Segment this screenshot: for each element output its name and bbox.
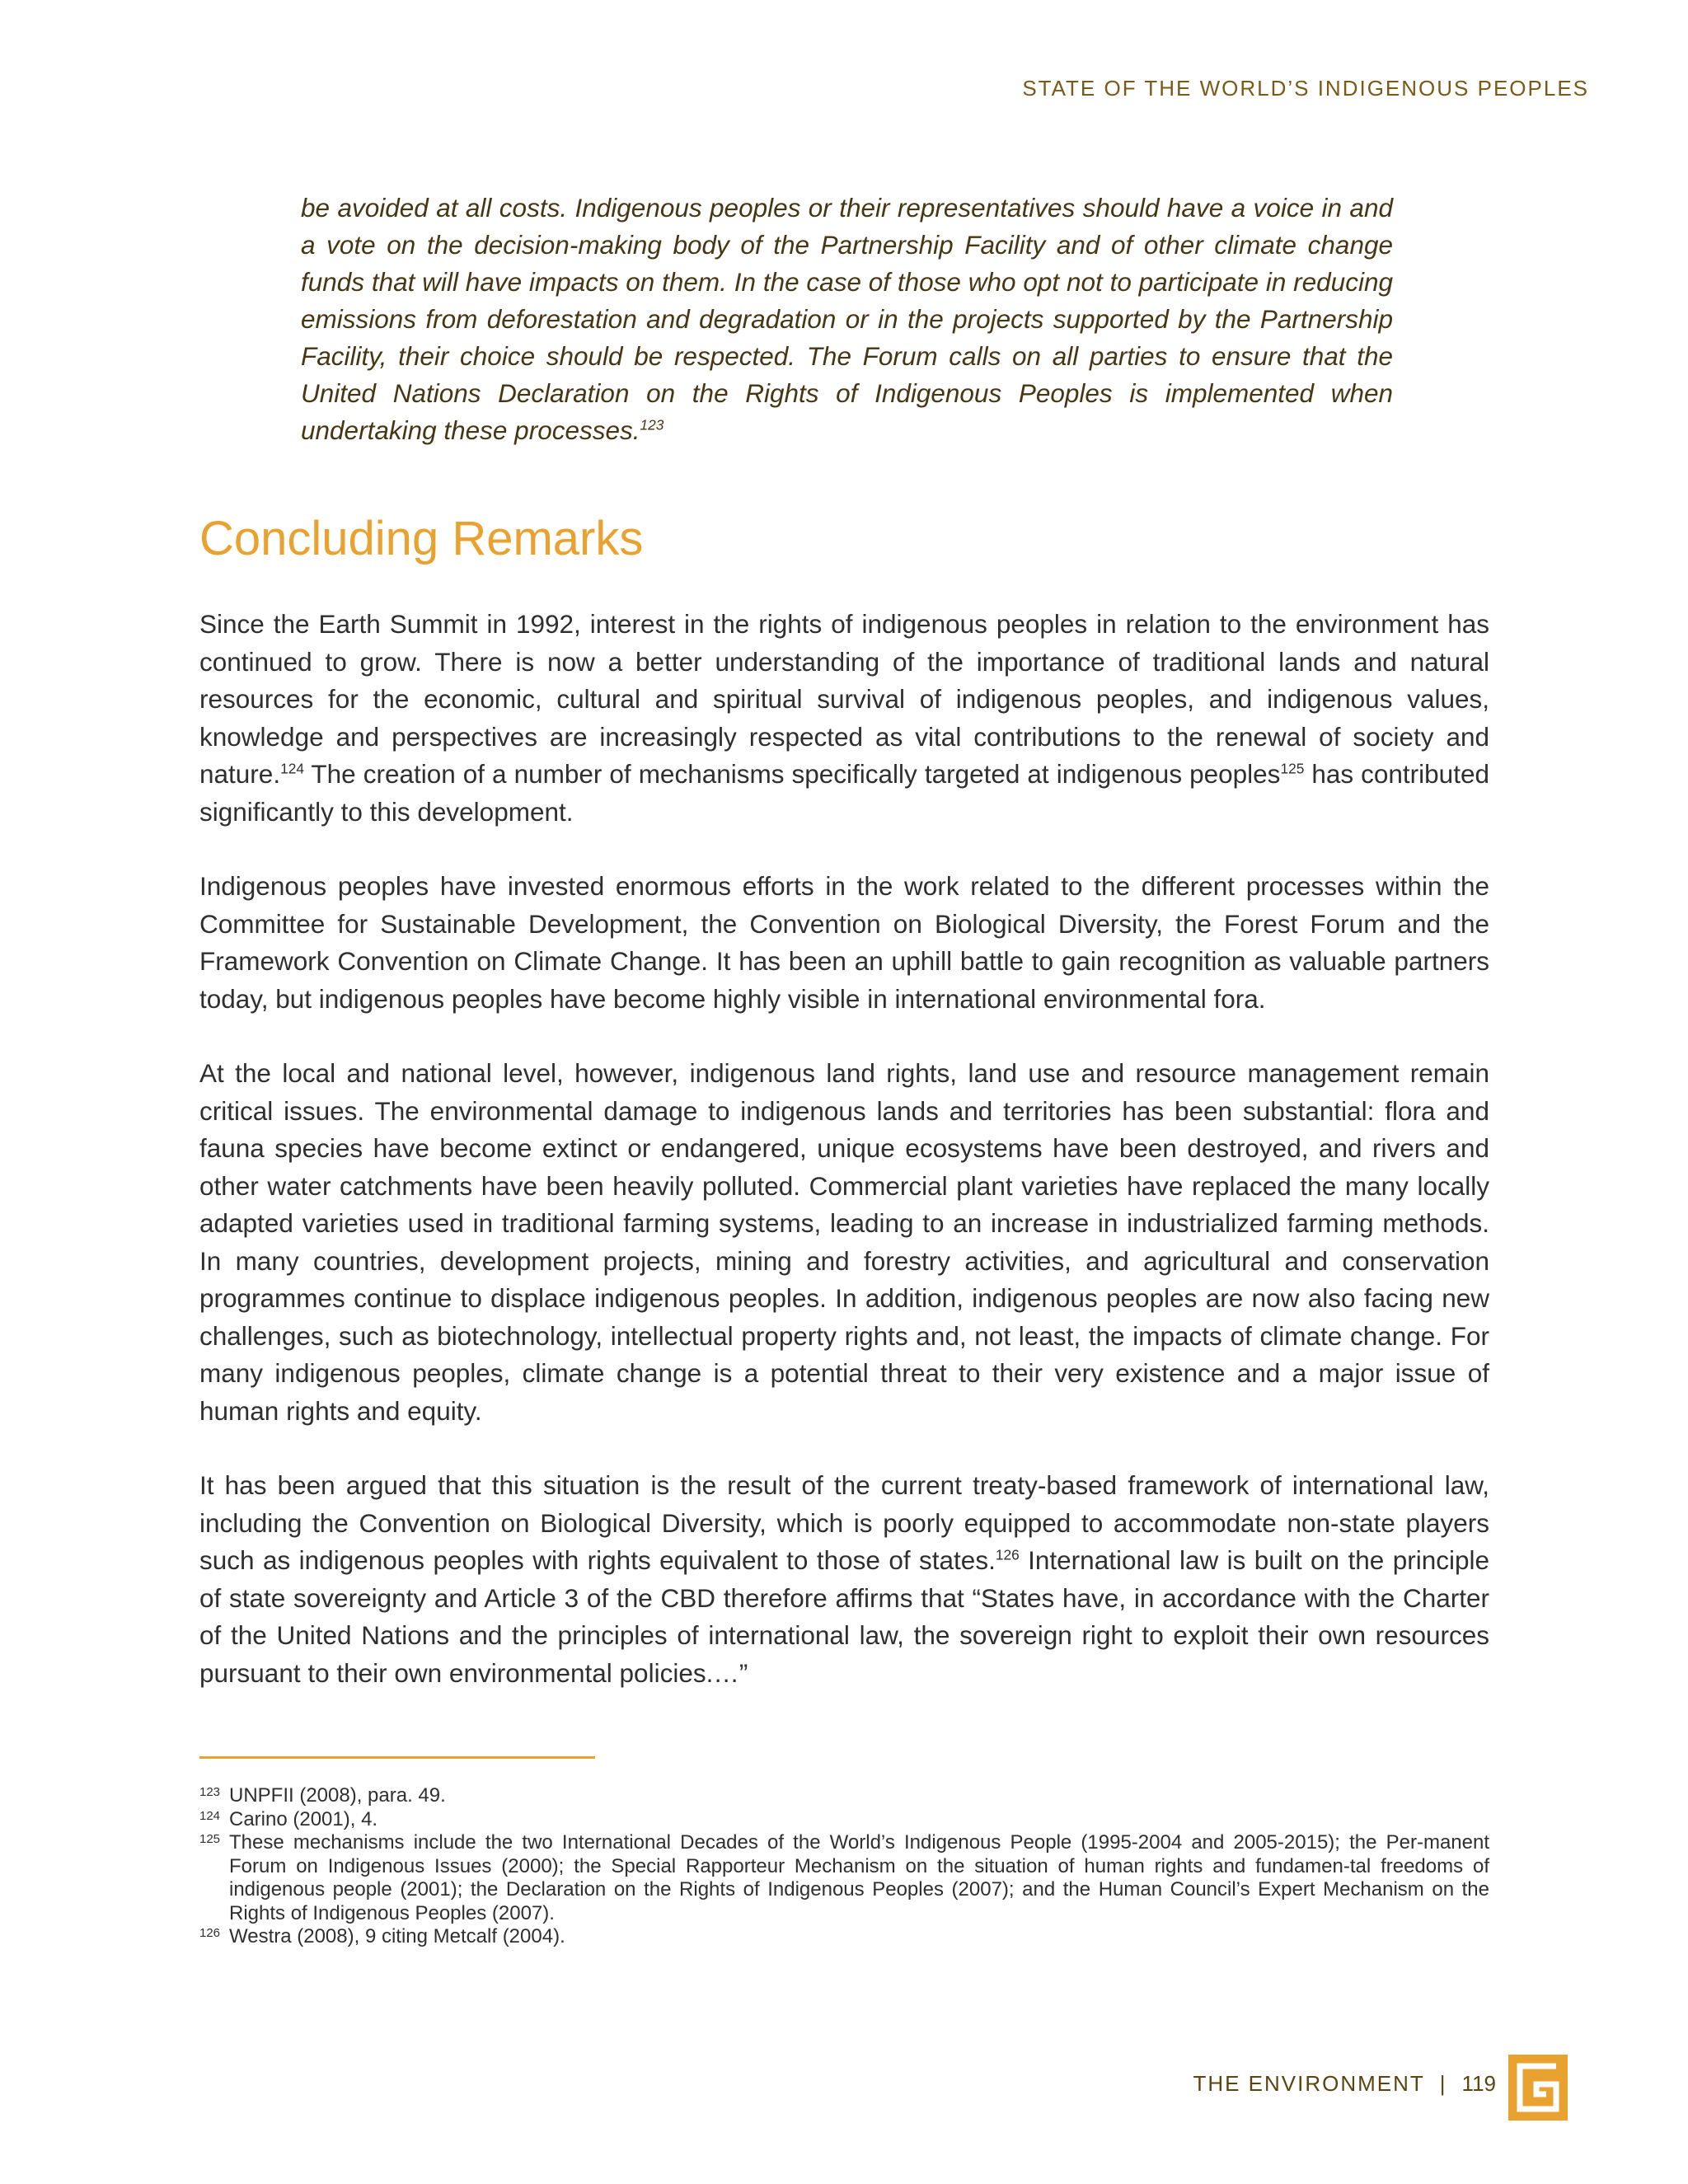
- footnote-text: Carino (2001), 4.: [229, 1807, 378, 1830]
- page-number: 119: [1461, 2071, 1496, 2096]
- running-head: STATE OF THE WORLD’S INDIGENOUS PEOPLES: [1022, 76, 1589, 101]
- paragraph: [199, 1467, 1489, 1692]
- footnote: [199, 1831, 1489, 1925]
- footnote: [199, 1784, 1489, 1808]
- footnote-text: UNPFII (2008), para. 49.: [229, 1784, 446, 1807]
- footnote: [199, 1925, 1489, 1949]
- footnote-number: 124: [199, 1808, 221, 1823]
- block-quote: [301, 190, 1393, 449]
- footnote-number: 125: [199, 1832, 221, 1846]
- footnote: [199, 1808, 1489, 1832]
- footnote-number: 123: [199, 1785, 221, 1799]
- footnote-number: 126: [199, 1926, 221, 1940]
- paragraph-text: The creation of a number of mechanisms specifically targeted at indigenous peoples: [303, 759, 1281, 789]
- paragraph-text: It has been argued that this situation is the result of the current treaty-based framework of international law, including the Convention on Biological Diversity, which is poorly equipped to accommodate non-state players such as indigenous peoples with rights equivalent to those of states.: [199, 1470, 1489, 1575]
- greek-key-spiral-icon: [1508, 2055, 1568, 2121]
- footer-section-title: THE ENVIRONMENT: [1193, 2071, 1425, 2096]
- footnote-ref[interactable]: 124: [280, 760, 304, 777]
- footnote-ref[interactable]: 126: [995, 1546, 1020, 1563]
- footer-separator: |: [1439, 2071, 1447, 2096]
- paragraph-text: International law is built on the principle of state sovereignty and Article 3 of the CBD therefore affirms that “States have, in accordance with the Charter of the United Nations and the principles of international law, the sovereign right to exploit their own resources pursuant to their own environmental policies.…”: [199, 1545, 1489, 1688]
- paragraph-text: has contributed significantly to this development.: [199, 759, 1489, 827]
- paragraph-text: Since the Earth Summit in 1992, interest in the rights of indigenous peoples in relation to the environment has continued to grow. There is now a better understanding of the importance of traditional lands and natural resources for the economic, cultural and spiritual survival of indigenous peoples, and indigenous values, knowledge and perspectives are increasingly respected as vital contributions to the renewal of society and nature.: [199, 609, 1489, 789]
- paragraph: [199, 606, 1489, 831]
- section-heading: Concluding Remarks: [199, 512, 644, 565]
- page-footer: [1193, 2071, 1496, 2097]
- paragraph: Indigenous peoples have invested enormous efforts in the work related to the different processes within the Committee for Sustainable Development, the Convention on Biological Diversity, the Forest Forum and the Framework Convention on Climate Change. It has been an uphill battle to gain recognition as valuable partners today, but indigenous peoples have become highly visible in international environmental fora.: [199, 871, 1489, 1014]
- paragraph: At the local and national level, however, indigenous land rights, land use and resource management remain critical issues. The environmental damage to indigenous lands and territories has been substantial: flora and fauna species have become extinct or endangered, unique ecosystems have been destroyed, and rivers and other water catchments have been heavily polluted. Commercial plant varieties have replaced the many locally adapted varieties used in traditional farming systems, leading to an increase in industrialized farming methods. In many countries, development projects, mining and forestry activities, and agricultural and conservation programmes continue to displace indigenous peoples. In addition, indigenous peoples are now also facing new challenges, such as biotechnology, intellectual property rights and, not least, the impacts of climate change. For many indigenous peoples, climate change is a potential threat to their very existence and a major issue of human rights and equity.: [199, 1058, 1489, 1426]
- body-text: [199, 606, 1489, 1729]
- footnote-ref[interactable]: 125: [1280, 760, 1305, 777]
- quote-text: be avoided at all costs. Indigenous peoples or their representatives should have a voice in and a vote on the decision-making body of the Partnership Facility and of other climate change funds that will have impacts on them. In the case of those who opt not to participate in reducing emissions from deforestation and degradation or in the projects supported by the Partnership Facility, their choice should be respected. The Forum calls on all parties to ensure that the United Nations Declaration on the Rights of Indigenous Peoples is implemented when undertaking these processes.: [301, 193, 1393, 445]
- footnote-ref[interactable]: 123: [640, 416, 664, 434]
- footnotes: [199, 1784, 1489, 1949]
- footnote-divider: [199, 1756, 595, 1759]
- footnote-text: Westra (2008), 9 citing Metcalf (2004).: [229, 1925, 565, 1947]
- footnote-text: These mechanisms include the two International Decades of the World’s Indigenous People (1995-2004 and 2005-2015); the Per-manent Forum on Indigenous Issues (2000); the Special Rapporteur Mechanism on the situation of human rights and fundamen-tal freedoms of indigenous people (2001); the Declaration on the Rights of Indigenous Peoples (2007); and the Human Council’s Expert Mechanism on the Rights of Indigenous Peoples (2007).: [229, 1831, 1489, 1924]
